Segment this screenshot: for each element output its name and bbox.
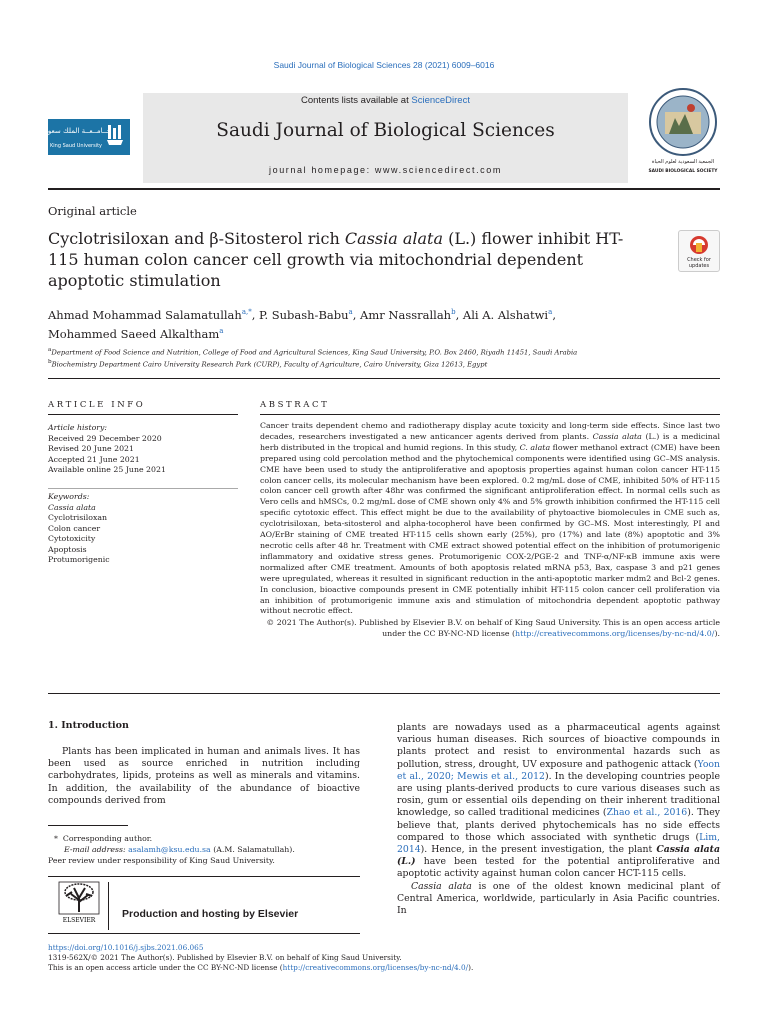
intro-paragraph: Plants has been implicated in human and animals lives. It has been used as source enriched in nutrition including carbohydrates, lipids, proteins as well as minerals and vitamins. In addition, the availability of the abundance of bioactive compounds derived from [48, 746, 360, 806]
homepage-prefix: journal homepage: [269, 165, 375, 175]
keyword: Cassia alata [48, 502, 96, 512]
peer-review-note: Peer review under responsibility of King Saud University. [48, 856, 275, 865]
affiliations [48, 345, 720, 370]
history-online: Available online 25 June 2021 [48, 465, 166, 474]
history-revised: Revised 20 June 2021 [48, 444, 134, 453]
elsevier-divider [108, 882, 109, 930]
body-divider [48, 693, 720, 694]
article-type: Original article [48, 204, 137, 218]
author: P. Subash-Babu$^a$, [259, 307, 361, 322]
journal-reference[interactable]: Saudi Journal of Biological Sciences 28 (2021) 6009–6016 [273, 60, 495, 70]
title-part2: (L.) flower inhibit HT-115 human colon cancer cell growth via mitochondrial dependent apoptotic stimulation [48, 229, 624, 290]
abstract-rule [260, 414, 720, 415]
affiliation: $^b$Biochemistry Department Cairo University Research Park (CURP), Faculty of Agriculture, Cairo University, Giza 12613, Egypt [48, 359, 488, 369]
check-for-updates-button[interactable] [678, 230, 720, 272]
header-divider [48, 188, 720, 190]
section-divider [48, 378, 720, 379]
doi-link[interactable]: https://doi.org/10.1016/j.sjbs.2021.06.065 [48, 943, 204, 952]
affiliation: $^a$Department of Food Science and Nutrition, College of Food and Agricultural Sciences, King Saud University, P.O. Box 2460, Riyadh 11451, Saudi Arabia [48, 347, 578, 357]
article-info-heading: ARTICLE INFO [48, 400, 146, 410]
intro-right-column: plants are nowadays used as a pharmaceutical agents against various human diseases. Rich sources of bioactive compounds in plants protect and resist to environmental hazards such as pollution, stress, drought, UV exposure and pathogenic attack (Yoon et al., 2020; Mewis et al., 2012). In the developing countries people are using plants-derived products to cure various diseases such as rosin, gum or essential oils depending on their inherent traditional knowledge, so called traditional medicines (Zhao et al., 2016). They believe that, plants derived phytochemicals has no side effects compared to those which associated with synthetic drugs (Lim, 2014). Hence, in the present investigation, the plant Cassia alata (L.) have been tested for the potential antiproliferative and apoptotic activity against human colon cancer HCT-115 cells. Cassia alata is one of the oldest known medicinal plant of Central America, worldwide, particularly in Asia Pacific countries. In [397, 722, 721, 917]
author: Ahmad Mohammad Salamatullah$^{a,*}$, [48, 307, 260, 322]
author: Amr Nassrallah$^b$, [360, 307, 463, 322]
abstract-copyright: © 2021 The Author(s). Published by Elsevier B.V. on behalf of King Saud University. This is an open access article under the CC BY-NC-ND license (http://creativecommons.org/licenses/by-nc-nd/4.0/). [266, 618, 720, 639]
contents-line [143, 95, 628, 106]
author-list [48, 304, 688, 342]
introduction-heading: 1. Introduction [48, 720, 129, 731]
author: Ali A. Alshatwi$^a$, [462, 307, 556, 322]
elsevier-logo-text: ELSEVIER [62, 917, 96, 924]
journal-title: Saudi Journal of Biological Sciences [216, 120, 555, 141]
abstract-body: Cancer traits dependent chemo and radiotherapy display acute toxicity and long-term side effects. Since last two decades, researchers investigated a new anticancer agents derived from plants. Cassia alata (L.) is a medicinal herb distributed in the tropical and humid regions. In this study, C. alata flower methanol extract (CME) have been prepared using cold percolation method and the phytochemical components were identified using GC–MS analysis. CME have been used to study the antiproliferative and apoptosis properties against human colon cancer HT-115 colon cancer cells, its molecular mechanism have been explored. 0.2 mg/mL dose of CME, inhibited 50% of HT-115 colon cancer cell growth after 48hr was confirmed the significant antiproliferation effect. In normal cells such as Vero cells and hMSCs, 0.2 mg/mL dose of CME shown only 4% and 5% growth inhibition confirmed the HT-115 cell specific cytotoxic effect. This effect might be due to the availability of phytoactive biomolecules in CME such as, cyclotrisiloxan, beta-sitosterol and alpha-tocopherol have been confirmed by GC–MS. Most interestingly, PI and AO/ErBr staining of CME treated HT-115 cells shown early (25%), pro (17%) and late (8%) apoptotic and 3% necrotic cells after 48 hr. Treatment with CME extract showed potential effect on the inhibition of protumorigenic inflammatory and oxidative stress genes. Protumorigenic COX-2/PGE-2 and TNF-α/NF-κB immune axis were normalized after CME treatment. Amounts of both apoptosis related mRNA p53, Bax, caspase 3 and p21 genes were upregulated, whereas it resulted in significant reduction in the anti-apoptotic marker mdm2 and Bcl-2 genes. In conclusion, bioactive compounds present in CME potentially inhibit HT-115 colon cancer cell proliferation via an inhibition of protumorigenic immune axis and stimulation of mitochondria dependent apoptotic pathway without necrotic effect. © 2021 The Author(s). Published by Elsevier B.V. on behalf of King Saud University. This is an open access article under the CC BY-NC-ND license (http://creativecommons.org/licenses/by-nc-nd/4.0/). [260, 421, 720, 639]
citation-link[interactable]: Zhao et al., 2016 [606, 807, 688, 819]
license-link[interactable]: http://creativecommons.org/licenses/by-nc-nd/4.0/ [515, 629, 715, 639]
keyword: Cyclotrisiloxan [48, 513, 108, 522]
history-accepted: Accepted 21 June 2021 [48, 454, 140, 464]
title-part1: Cyclotrisiloxan and β-Sitosterol rich [48, 229, 345, 248]
issn-line: 1319-562X/© 2021 The Author(s). Published by Elsevier B.V. on behalf of King Saud University. [48, 953, 402, 962]
citation-link[interactable]: Lim, 2014 [397, 831, 720, 856]
article-title [48, 228, 648, 291]
saudi-biological-society-logo [645, 86, 721, 178]
email-link[interactable]: asalamh@ksu.edu.sa [128, 845, 211, 854]
keyword: Cytotoxicity [48, 534, 96, 543]
citation-link[interactable]: Yoon et al., 2020; Mewis et al., 2012 [397, 758, 720, 782]
keywords-label: Keywords: [48, 492, 90, 501]
keyword: Colon cancer [48, 523, 101, 533]
author: Mohammed Saeed Alkaltham$^a$ [48, 326, 224, 341]
homepage-link[interactable]: www.sciencedirect.com [374, 165, 502, 175]
elsevier-logo [56, 880, 102, 924]
production-hosting-label: Production and hosting by Elsevier [122, 908, 299, 920]
page-footer: https://doi.org/10.1016/j.sjbs.2021.06.065 1319-562X/© 2021 The Author(s). Published by Elsevier B.V. on behalf of King Saud University. This is an open access article under the CC BY-NC-ND license (http://creativecommons.org/licenses/by-nc-nd/4.0/). [48, 943, 474, 972]
history-received: Received 29 December 2020 [48, 433, 162, 443]
footnotes [48, 833, 360, 866]
title-species: Cassia alata [344, 229, 444, 248]
keyword: Protumorigenic [48, 555, 110, 564]
crossmark-line2: updates [688, 263, 710, 269]
footer-license-link[interactable]: http://creativecommons.org/licenses/by-nc-nd/4.0/ [282, 963, 469, 972]
crossmark-line1: Check for [687, 257, 711, 263]
ksu-arabic: جــامــعــة الملك سعود [48, 127, 112, 135]
king-saud-university-logo [48, 119, 130, 155]
abstract-heading: ABSTRACT [260, 400, 330, 410]
intro-paragraph-2: Cassia alata is one of the oldest known medicinal plant of Central America, worldwide, particularly in Asia Pacific countries. In [397, 880, 721, 917]
keywords [48, 492, 238, 566]
sbs-arabic: الجمعية السعودية لعلوم الحياة [651, 159, 715, 165]
journal-homepage [143, 165, 628, 175]
article-info-rule [48, 414, 238, 415]
article-history [48, 423, 238, 476]
contents-prefix: Contents lists available at [301, 95, 412, 106]
corresponding-author: * Corresponding author. [54, 834, 153, 843]
keyword: Apoptosis [48, 544, 87, 554]
sciencedirect-link[interactable]: ScienceDirect [411, 95, 470, 106]
ksu-english: King Saud University [50, 143, 102, 149]
sbs-english: SAUDI BIOLOGICAL SOCIETY [648, 169, 718, 174]
footnote-rule [48, 825, 128, 826]
history-label: Article history: [48, 423, 108, 432]
email-line: E-mail address: asalamh@ksu.edu.sa (A.M. Salamatullah). [64, 845, 295, 854]
history-divider [48, 488, 238, 489]
